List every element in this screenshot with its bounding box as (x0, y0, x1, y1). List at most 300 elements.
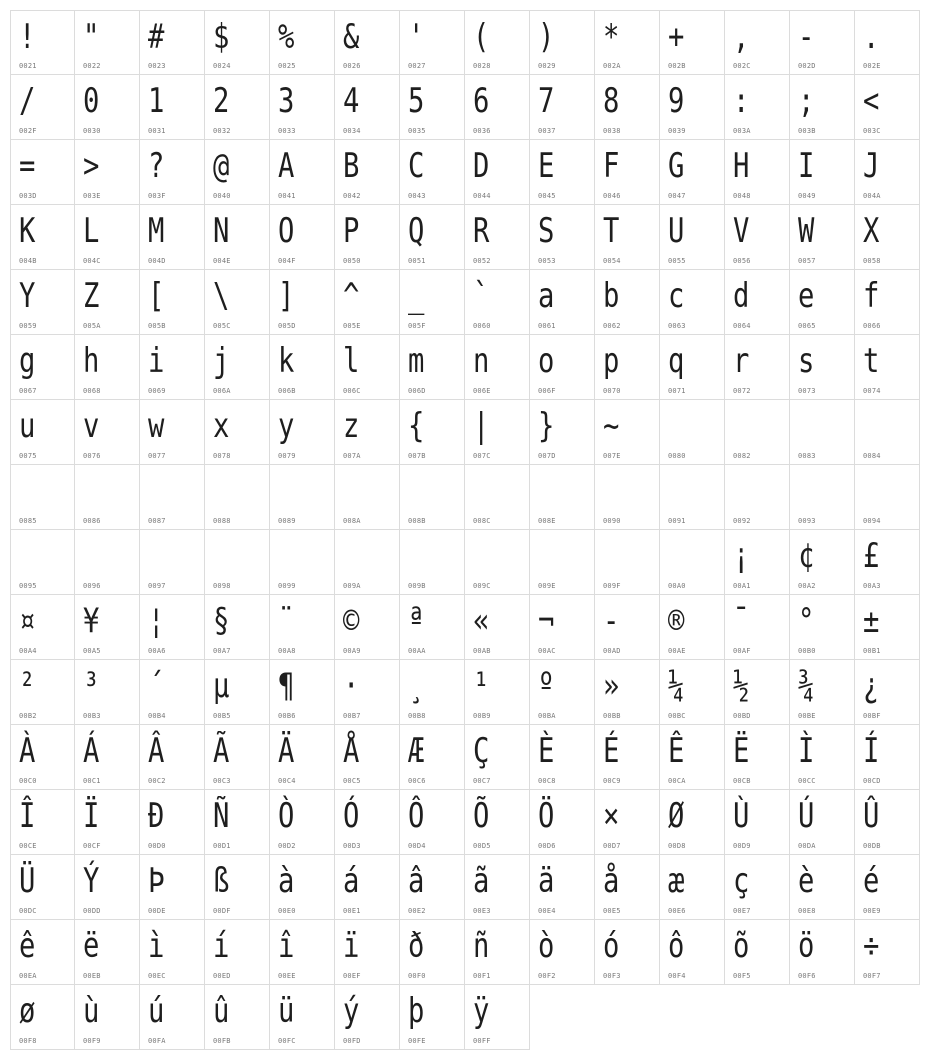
glyph-character: ¡ (733, 536, 750, 576)
glyph-cell (140, 75, 205, 140)
glyph-character: © (343, 601, 360, 641)
glyph-codepoint: 00C8 (538, 777, 556, 785)
glyph-codepoint: 00B7 (343, 712, 361, 720)
glyph-character: E (538, 146, 555, 186)
glyph-cell (205, 920, 270, 985)
glyph-cell (75, 855, 140, 920)
glyph-cell (270, 595, 335, 660)
glyph-character: R (473, 211, 490, 251)
glyph-codepoint: 0043 (408, 192, 426, 200)
glyph-codepoint: 00CF (83, 842, 101, 850)
glyph-character: ¹ (473, 666, 490, 706)
glyph-character: - (798, 17, 815, 57)
glyph-cell (595, 270, 660, 335)
glyph-cell (75, 400, 140, 465)
glyph-codepoint: 005A (83, 322, 101, 330)
glyph-codepoint: 009C (473, 582, 491, 590)
glyph-codepoint: 007B (408, 452, 426, 460)
glyph-cell (75, 270, 140, 335)
glyph-character: ù (83, 991, 100, 1031)
glyph-cell (205, 660, 270, 725)
glyph-cell (790, 335, 855, 400)
glyph-character: 9 (668, 81, 685, 121)
glyph-cell (595, 400, 660, 465)
glyph-cell (10, 855, 75, 920)
glyph-character: ¾ (798, 666, 815, 706)
glyph-character: e (798, 276, 815, 316)
glyph-cell (660, 660, 725, 725)
glyph-cell (530, 335, 595, 400)
glyph-codepoint: 00C4 (278, 777, 296, 785)
glyph-cell (790, 920, 855, 985)
glyph-codepoint: 0023 (148, 62, 166, 70)
glyph-codepoint: 00E4 (538, 907, 556, 915)
glyph-codepoint: 007E (603, 452, 621, 460)
glyph-codepoint: 0099 (278, 582, 296, 590)
glyph-cell (400, 335, 465, 400)
glyph-cell (595, 725, 660, 790)
glyph-codepoint: 0049 (798, 192, 816, 200)
glyph-codepoint: 0048 (733, 192, 751, 200)
glyph-cell (10, 270, 75, 335)
glyph-cell (725, 920, 790, 985)
glyph-character: ª (408, 601, 425, 641)
glyph-codepoint: 0040 (213, 192, 231, 200)
glyph-character: À (19, 731, 36, 771)
glyph-character: ¸ (408, 666, 425, 706)
glyph-codepoint: 00E7 (733, 907, 751, 915)
glyph-cell (205, 985, 270, 1050)
glyph-character: Ü (19, 861, 36, 901)
glyph-cell (855, 75, 920, 140)
glyph-character: Â (148, 731, 165, 771)
glyph-cell (270, 725, 335, 790)
glyph-cell (140, 595, 205, 660)
glyph-character: ç (733, 861, 750, 901)
glyph-character: ö (798, 926, 815, 966)
glyph-cell (10, 465, 75, 530)
glyph-character: 2 (213, 81, 230, 121)
glyph-codepoint: 00E9 (863, 907, 881, 915)
glyph-character: ( (473, 17, 490, 57)
glyph-cell (75, 335, 140, 400)
glyph-codepoint: 003E (83, 192, 101, 200)
glyph-codepoint: 00F0 (408, 972, 426, 980)
glyph-cell (530, 790, 595, 855)
glyph-character: / (19, 81, 36, 121)
glyph-character: ¶ (278, 666, 295, 706)
glyph-character: Ö (538, 796, 555, 836)
glyph-character: U (668, 211, 685, 251)
glyph-cell (530, 205, 595, 270)
glyph-cell (400, 790, 465, 855)
glyph-codepoint: 00F6 (798, 972, 816, 980)
glyph-cell (10, 75, 75, 140)
glyph-codepoint: 00C0 (19, 777, 37, 785)
glyph-character: V (733, 211, 750, 251)
glyph-cell (725, 75, 790, 140)
glyph-character: . (863, 17, 880, 57)
glyph-codepoint: 00F8 (19, 1037, 37, 1045)
glyph-codepoint: 009F (603, 582, 621, 590)
glyph-character: ÿ (473, 991, 490, 1031)
glyph-cell (75, 10, 140, 75)
glyph-cell (660, 335, 725, 400)
glyph-codepoint: 006B (278, 387, 296, 395)
glyph-character: × (603, 796, 620, 836)
glyph-codepoint: 0069 (148, 387, 166, 395)
glyph-codepoint: 00CD (863, 777, 881, 785)
glyph-codepoint: 0075 (19, 452, 37, 460)
glyph-codepoint: 003A (733, 127, 751, 135)
glyph-codepoint: 00DB (863, 842, 881, 850)
glyph-cell (400, 725, 465, 790)
glyph-character: w (148, 406, 165, 446)
glyph-codepoint: 004B (19, 257, 37, 265)
glyph-cell (10, 790, 75, 855)
glyph-character: > (83, 146, 100, 186)
glyph-codepoint: 00FD (343, 1037, 361, 1045)
glyph-character: $ (213, 17, 230, 57)
glyph-codepoint: 0052 (473, 257, 491, 265)
glyph-cell (400, 400, 465, 465)
glyph-codepoint: 0039 (668, 127, 686, 135)
glyph-character: 1 (148, 81, 165, 121)
glyph-cell (270, 790, 335, 855)
glyph-cell (660, 10, 725, 75)
glyph-cell (790, 595, 855, 660)
glyph-cell (595, 530, 660, 595)
glyph-character: u (19, 406, 36, 446)
glyph-character: þ (408, 991, 425, 1031)
glyph-codepoint: 0041 (278, 192, 296, 200)
glyph-cell (660, 855, 725, 920)
glyph-codepoint: 0068 (83, 387, 101, 395)
glyph-cell (530, 465, 595, 530)
glyph-cell (205, 725, 270, 790)
glyph-codepoint: 0036 (473, 127, 491, 135)
glyph-character: Ý (83, 861, 100, 901)
glyph-cell (335, 790, 400, 855)
glyph-codepoint: 004D (148, 257, 166, 265)
glyph-codepoint: 009E (538, 582, 556, 590)
glyph-cell (660, 75, 725, 140)
glyph-cell (855, 725, 920, 790)
glyph-cell (10, 920, 75, 985)
glyph-character: = (19, 146, 36, 186)
glyph-codepoint: 0063 (668, 322, 686, 330)
glyph-character: ì (148, 926, 165, 966)
glyph-character: ) (538, 17, 555, 57)
glyph-codepoint: 005C (213, 322, 231, 330)
glyph-cell (335, 530, 400, 595)
glyph-character: Ú (798, 796, 815, 836)
glyph-codepoint: 0077 (148, 452, 166, 460)
glyph-codepoint: 0030 (83, 127, 101, 135)
glyph-cell (270, 140, 335, 205)
glyph-character: + (668, 17, 685, 57)
glyph-character: # (148, 17, 165, 57)
glyph-codepoint: 004A (863, 192, 881, 200)
glyph-codepoint: 00B9 (473, 712, 491, 720)
glyph-character: è (798, 861, 815, 901)
glyph-cell (855, 270, 920, 335)
glyph-cell (660, 205, 725, 270)
glyph-character: Ã (213, 731, 230, 771)
glyph-cell (75, 205, 140, 270)
glyph-cell (530, 530, 595, 595)
glyph-codepoint: 00C3 (213, 777, 231, 785)
glyph-character: µ (213, 666, 230, 706)
glyph-cell (725, 595, 790, 660)
glyph-cell (10, 530, 75, 595)
glyph-character: à (278, 861, 295, 901)
glyph-cell (205, 335, 270, 400)
glyph-codepoint: 0042 (343, 192, 361, 200)
glyph-cell (270, 335, 335, 400)
glyph-codepoint: 0037 (538, 127, 556, 135)
glyph-cell (530, 855, 595, 920)
glyph-codepoint: 00A7 (213, 647, 231, 655)
glyph-character: j (213, 341, 230, 381)
glyph-character: : (733, 81, 750, 121)
glyph-character: Å (343, 731, 360, 771)
glyph-cell (595, 920, 660, 985)
glyph-codepoint: 00FF (473, 1037, 491, 1045)
glyph-character: ^ (343, 276, 360, 316)
glyph-codepoint: 002B (668, 62, 686, 70)
glyph-codepoint: 00CC (798, 777, 816, 785)
glyph-cell (530, 400, 595, 465)
glyph-cell (75, 530, 140, 595)
glyph-cell (530, 725, 595, 790)
glyph-character: · (343, 666, 360, 706)
glyph-cell (595, 790, 660, 855)
glyph-codepoint: 0078 (213, 452, 231, 460)
glyph-cell (270, 920, 335, 985)
glyph-cell (335, 465, 400, 530)
glyph-cell (140, 790, 205, 855)
glyph-cell (660, 790, 725, 855)
glyph-cell (660, 270, 725, 335)
glyph-character: C (408, 146, 425, 186)
glyph-character: Û (863, 796, 880, 836)
glyph-cell (725, 660, 790, 725)
glyph-character: & (343, 17, 360, 57)
glyph-cell (595, 660, 660, 725)
glyph-codepoint: 0074 (863, 387, 881, 395)
glyph-codepoint: 009A (343, 582, 361, 590)
glyph-character: T (603, 211, 620, 251)
glyph-cell (725, 205, 790, 270)
glyph-character: h (83, 341, 100, 381)
glyph-codepoint: 00D9 (733, 842, 751, 850)
glyph-character: n (473, 341, 490, 381)
glyph-cell (790, 465, 855, 530)
glyph-cell (205, 790, 270, 855)
glyph-cell (465, 660, 530, 725)
glyph-character: I (798, 146, 815, 186)
glyph-cell (400, 530, 465, 595)
glyph-codepoint: 00ED (213, 972, 231, 980)
glyph-codepoint: 00AB (473, 647, 491, 655)
glyph-character: á (343, 861, 360, 901)
glyph-cell (790, 725, 855, 790)
glyph-cell (75, 465, 140, 530)
glyph-character: ê (19, 926, 36, 966)
glyph-cell (725, 10, 790, 75)
glyph-codepoint: 0093 (798, 517, 816, 525)
glyph-cell (400, 270, 465, 335)
glyph-cell (790, 205, 855, 270)
glyph-character: } (538, 406, 555, 446)
glyph-cell (270, 985, 335, 1050)
glyph-cell (75, 920, 140, 985)
glyph-codepoint: 0085 (19, 517, 37, 525)
glyph-codepoint: 005B (148, 322, 166, 330)
glyph-codepoint: 00A3 (863, 582, 881, 590)
glyph-cell (790, 140, 855, 205)
glyph-codepoint: 00C6 (408, 777, 426, 785)
glyph-cell (140, 205, 205, 270)
glyph-codepoint: 00F7 (863, 972, 881, 980)
glyph-character: \ (213, 276, 230, 316)
glyph-character: % (278, 17, 295, 57)
glyph-character: ] (278, 276, 295, 316)
glyph-cell (530, 920, 595, 985)
glyph-codepoint: 00C9 (603, 777, 621, 785)
glyph-codepoint: 0046 (603, 192, 621, 200)
glyph-codepoint: 00C1 (83, 777, 101, 785)
glyph-codepoint: 00DF (213, 907, 231, 915)
glyph-cell (270, 400, 335, 465)
glyph-codepoint: 0028 (473, 62, 491, 70)
glyph-character: d (733, 276, 750, 316)
glyph-character: s (798, 341, 815, 381)
glyph-codepoint: 0026 (343, 62, 361, 70)
glyph-cell (595, 855, 660, 920)
glyph-character: 7 (538, 81, 555, 121)
glyph-codepoint: 00AE (668, 647, 686, 655)
glyph-character: Ä (278, 731, 295, 771)
glyph-codepoint: 008A (343, 517, 361, 525)
glyph-cell (660, 595, 725, 660)
glyph-codepoint: 002E (863, 62, 881, 70)
glyph-character: [ (148, 276, 165, 316)
glyph-codepoint: 0022 (83, 62, 101, 70)
glyph-cell (465, 75, 530, 140)
glyph-codepoint: 0065 (798, 322, 816, 330)
glyph-codepoint: 0055 (668, 257, 686, 265)
glyph-cell (855, 465, 920, 530)
glyph-character: c (668, 276, 685, 316)
glyph-cell (335, 660, 400, 725)
glyph-cell (10, 595, 75, 660)
glyph-cell (595, 140, 660, 205)
glyph-character: l (343, 341, 360, 381)
glyph-cell (790, 270, 855, 335)
glyph-codepoint: 00B3 (83, 712, 101, 720)
glyph-character: Đ (148, 796, 165, 836)
glyph-cell (140, 465, 205, 530)
glyph-character: ? (148, 146, 165, 186)
glyph-codepoint: 00DC (19, 907, 37, 915)
glyph-codepoint: 00EC (148, 972, 166, 980)
glyph-cell (725, 855, 790, 920)
glyph-cell (335, 920, 400, 985)
glyph-codepoint: 00E8 (798, 907, 816, 915)
glyph-character: º (538, 666, 555, 706)
glyph-codepoint: 003B (798, 127, 816, 135)
glyph-character: õ (733, 926, 750, 966)
glyph-codepoint: 0045 (538, 192, 556, 200)
glyph-cell (10, 140, 75, 205)
glyph-codepoint: 00EF (343, 972, 361, 980)
glyph-cell (75, 140, 140, 205)
glyph-cell (140, 985, 205, 1050)
glyph-character: ´ (148, 666, 165, 706)
glyph-cell (660, 725, 725, 790)
glyph-codepoint: 00DD (83, 907, 101, 915)
glyph-cell (790, 10, 855, 75)
glyph-codepoint: 006F (538, 387, 556, 395)
glyph-cell (270, 465, 335, 530)
glyph-character: ¼ (668, 666, 685, 706)
glyph-codepoint: 0092 (733, 517, 751, 525)
glyph-codepoint: 0097 (148, 582, 166, 590)
glyph-cell (790, 75, 855, 140)
glyph-codepoint: 0076 (83, 452, 101, 460)
glyph-codepoint: 005E (343, 322, 361, 330)
glyph-codepoint: 00A5 (83, 647, 101, 655)
glyph-codepoint: 0064 (733, 322, 751, 330)
glyph-character: f (863, 276, 880, 316)
glyph-codepoint: 005D (278, 322, 296, 330)
glyph-character: P (343, 211, 360, 251)
glyph-character: t (863, 341, 880, 381)
glyph-character: o (538, 341, 555, 381)
glyph-codepoint: 00C2 (148, 777, 166, 785)
glyph-codepoint: 00F5 (733, 972, 751, 980)
glyph-codepoint: 00A6 (148, 647, 166, 655)
glyph-character: O (278, 211, 295, 251)
glyph-codepoint: 0058 (863, 257, 881, 265)
glyph-character: y (278, 406, 295, 446)
glyph-cell (855, 920, 920, 985)
glyph-cell (595, 75, 660, 140)
glyph-character: » (603, 666, 620, 706)
glyph-cell (205, 855, 270, 920)
glyph-codepoint: 00CB (733, 777, 751, 785)
glyph-character: N (213, 211, 230, 251)
glyph-character: â (408, 861, 425, 901)
glyph-cell (595, 335, 660, 400)
glyph-character: 6 (473, 81, 490, 121)
glyph-cell (335, 335, 400, 400)
glyph-character: í (213, 926, 230, 966)
glyph-cell (790, 855, 855, 920)
glyph-character: Ô (408, 796, 425, 836)
glyph-cell (400, 465, 465, 530)
glyph-cell (335, 270, 400, 335)
glyph-cell (205, 465, 270, 530)
glyph-codepoint: 00B0 (798, 647, 816, 655)
glyph-cell (465, 985, 530, 1050)
glyph-cell (660, 465, 725, 530)
glyph-character: ÷ (863, 926, 880, 966)
glyph-cell (530, 140, 595, 205)
glyph-codepoint: 003C (863, 127, 881, 135)
